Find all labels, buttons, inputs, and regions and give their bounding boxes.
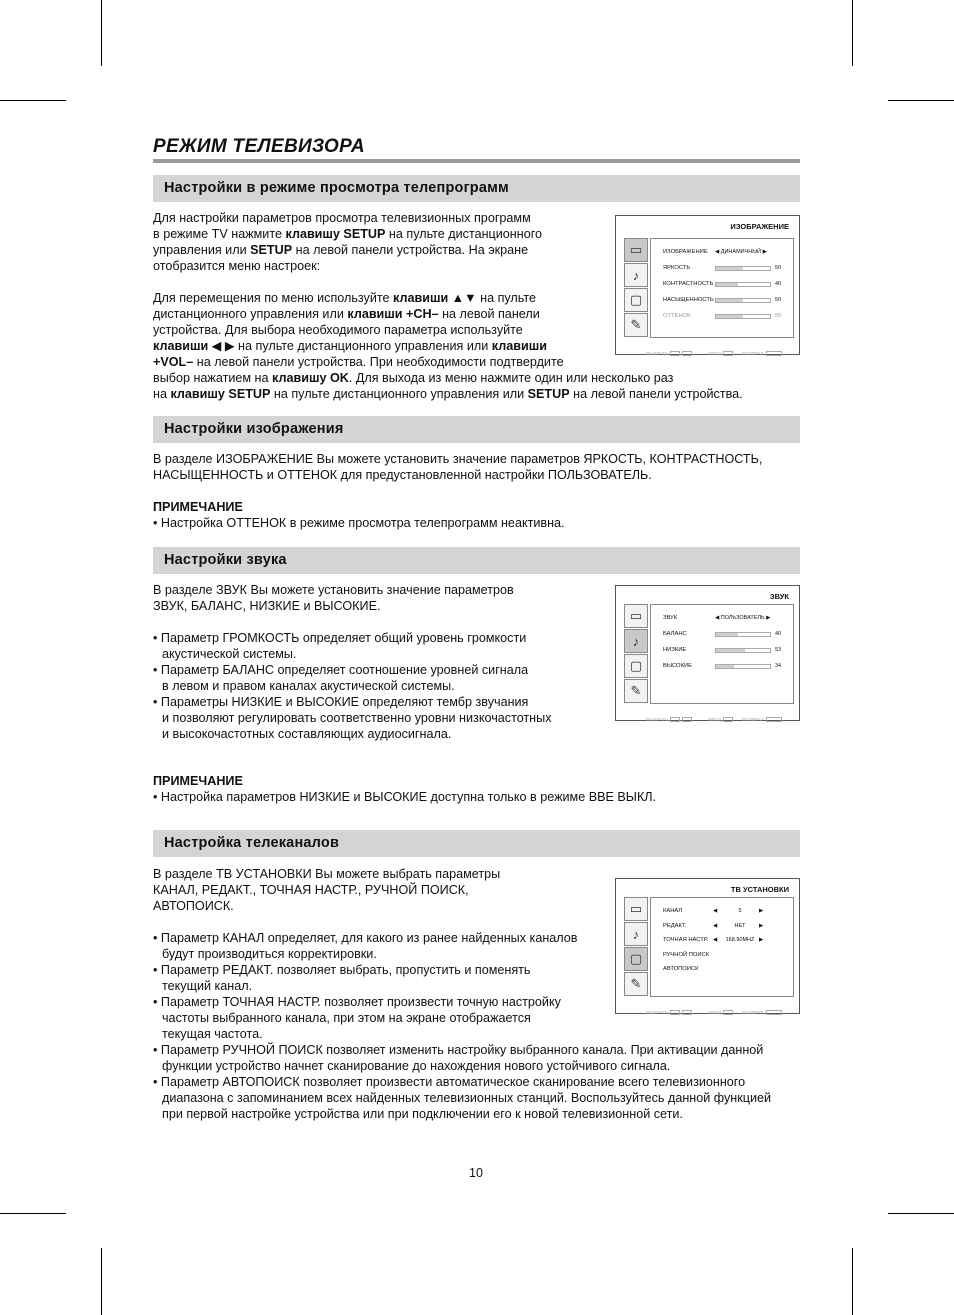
osd-item-label[interactable]: АВТОПОИСК: [663, 966, 699, 972]
text-line: • Параметр ТОЧНАЯ НАСТР. позволяет произвести точную настройку: [153, 995, 561, 1009]
text-line: отобразится меню настроек:: [153, 259, 321, 273]
osd-item-label[interactable]: НАСЫЩЕННОСТЬ: [663, 297, 714, 303]
crop-mark: [888, 1213, 954, 1214]
text-line: • Параметр БАЛАНС определяет соотношение уровней сигнала: [153, 663, 529, 677]
text-line: текущая частота.: [162, 1027, 263, 1041]
picture-note: [153, 499, 565, 531]
text-line: [153, 614, 552, 630]
sound-text: [153, 582, 552, 742]
page-title: РЕЖИМ ТЕЛЕВИЗОРА: [153, 136, 365, 157]
osd-slider[interactable]: [715, 648, 771, 653]
crop-mark: [0, 1213, 66, 1214]
crop-mark: [852, 1248, 853, 1315]
sound-tab-icon: ♪: [624, 922, 648, 946]
text-line: будут производиться корректировки.: [162, 947, 377, 961]
osd-value: 40: [775, 281, 782, 287]
osd-item-label[interactable]: РУЧНОЙ ПОИСК: [663, 951, 710, 958]
text-line: • Параметр АВТОПОИСК позволяет произвести автоматическое сканирование всего телевизионного: [153, 1075, 746, 1089]
text-line: В разделе ИЗОБРАЖЕНИЕ Вы можете установить значение параметров ЯРКОСТЬ, КОНТРАСТНОСТЬ,: [153, 452, 763, 466]
osd-item-label[interactable]: ЯРКОСТЬ: [663, 265, 691, 271]
osd-value: 50: [775, 313, 782, 319]
osd-selector[interactable]: ◀ ПОЛЬЗОВАТЕЛЬ ▶: [715, 615, 771, 621]
osd-value: 168.90MHZ: [725, 937, 755, 943]
osd-item-label[interactable]: РЕДАКТ.: [663, 922, 687, 929]
text-line: • Параметр ГРОМКОСТЬ определяет общий уровень громкости: [153, 631, 527, 645]
osd-item-label[interactable]: ВЫСОКИЕ: [663, 663, 692, 669]
arrow-right-icon[interactable]: ▶: [759, 937, 764, 943]
text-line: +VOL– на левой панели устройства. При необходимости подтвердите: [153, 355, 564, 369]
note-heading: ПРИМЕЧАНИЕ: [153, 774, 243, 788]
section-heading-sound: Настройки звука: [153, 547, 800, 574]
crop-mark: [101, 1248, 102, 1315]
arrow-left-icon[interactable]: ◀: [713, 908, 718, 914]
osd-value: НЕТ: [734, 922, 746, 929]
osd-sound-menu: ЗВУК ▭ ♪ ▢ ✎ ЗВУК ◀ ПОЛЬЗОВАТЕЛЬ ▶ БАЛАНС 40 НИЗКИЕ 53 ВЫСОКИЕ 34 ВЫБРАТЬ ВВОД ВОЗВРАТ: [615, 585, 800, 721]
note-text: • Настройка параметров НИЗКИЕ и ВЫСОКИЕ доступна только в режиме BBE ВЫКЛ.: [153, 790, 657, 804]
osd-value: 34: [775, 663, 782, 669]
text-line: и позволяют регулировать соответственно уровни низкочастотных: [162, 711, 552, 725]
osd-value: 53: [775, 647, 782, 653]
text-line: Для настройки параметров просмотра телевизионных программ: [153, 211, 531, 225]
osd-slider[interactable]: [715, 314, 771, 319]
osd-panel: [650, 238, 794, 338]
text-line: ЗВУК, БАЛАНС, НИЗКИЕ и ВЫСОКИЕ.: [153, 599, 381, 613]
osd-tv-menu: ТВ УСТАНОВКИ ▭ ♪ ▢ ✎ КАНАЛ ◀ 5 ▶ РЕДАКТ. ◀ НЕТ ▶ ТОЧНАЯ НАСТР. ◀ 168.90MHZ ▶ РУЧНОЙ ПОИСК АВТОПОИСК ВЫБРАТЬ ВВОД ВОЗВРАТ: [615, 878, 800, 1014]
title-rule: [153, 159, 800, 163]
osd-item-label[interactable]: БАЛАНС: [663, 631, 687, 637]
tv-tab-icon: ▢: [624, 947, 648, 971]
sound-tab-icon: ♪: [624, 263, 648, 287]
text-line: и высокочастотных составляющих аудиосигнала.: [162, 727, 452, 741]
text-line: в режиме TV нажмите клавишу SETUP на пульте дистанционного: [153, 227, 543, 241]
text-line: АВТОПОИСК.: [153, 899, 234, 913]
sound-tab-icon: ♪: [624, 629, 648, 653]
settings-tab-icon: ✎: [624, 313, 648, 337]
note-text: • Настройка ОТТЕНОК в режиме просмотра телепрограмм неактивна.: [153, 516, 565, 530]
osd-item-label[interactable]: НИЗКИЕ: [663, 647, 687, 653]
note-heading: ПРИМЕЧАНИЕ: [153, 500, 243, 514]
text-line: дистанционного управления или клавиши +CH– на левой панели: [153, 307, 540, 321]
section-heading-channels: Настройка телеканалов: [153, 830, 800, 857]
text-line: • Параметры НИЗКИЕ и ВЫСОКИЕ определяют тембр звучания: [153, 695, 529, 709]
section-heading-picture: Настройки изображения: [153, 416, 800, 443]
text-line: акустической системы.: [162, 647, 297, 661]
osd-value: 40: [775, 631, 782, 637]
text-line: выбор нажатием на клавишу OK. Для выхода из меню нажмите один или несколько раз: [153, 371, 674, 385]
text-line: управления или SETUP на левой панели устройства. На экране: [153, 243, 529, 257]
osd-panel: [650, 897, 794, 997]
osd-value: 5: [738, 908, 742, 914]
osd-item-label[interactable]: ОТТЕНОК: [663, 313, 691, 319]
osd-title: ИЗОБРАЖЕНИЕ: [730, 222, 789, 231]
picture-tab-icon: ▭: [624, 604, 648, 628]
osd-panel: [650, 604, 794, 704]
text-line: В разделе ТВ УСТАНОВКИ Вы можете выбрать параметры: [153, 867, 501, 881]
osd-value: 50: [775, 265, 782, 271]
tv-tab-icon: ▢: [624, 288, 648, 312]
page-number: 10: [469, 1166, 483, 1180]
text-line: клавиши ◀ ▶ на пульте дистанционного управления или клавиши: [153, 339, 547, 353]
picture-text: [153, 451, 762, 483]
text-line: функции устройство начнет сканирование до нахождения нового устойчивого сигнала.: [162, 1059, 671, 1073]
osd-item-label[interactable]: ТОЧНАЯ НАСТР.: [663, 937, 709, 943]
osd-slider[interactable]: [715, 298, 771, 303]
text-line: Для перемещения по меню используйте клавиши ▲▼ на пульте: [153, 291, 536, 305]
crop-mark: [852, 0, 853, 66]
text-line: диапазона с запоминанием всех найденных телевизионных станций. Воспользуйтесь данной функцией: [162, 1091, 772, 1105]
osd-slider[interactable]: [715, 664, 771, 669]
arrow-right-icon[interactable]: ▶: [759, 908, 764, 914]
text-line: • Параметр КАНАЛ определяет, для какого из ранее найденных каналов: [153, 931, 578, 945]
osd-slider[interactable]: [715, 266, 771, 271]
crop-mark: [0, 100, 66, 101]
crop-mark: [101, 0, 102, 66]
text-line: В разделе ЗВУК Вы можете установить значение параметров: [153, 583, 514, 597]
picture-tab-icon: ▭: [624, 238, 648, 262]
text-line: • Параметр РУЧНОЙ ПОИСК позволяет изменить настройку выбранного канала. При активации данной: [153, 1043, 764, 1057]
section-heading-viewing: Настройки в режиме просмотра телепрограмм: [153, 175, 800, 202]
arrow-left-icon[interactable]: ◀: [713, 937, 718, 943]
osd-title: ТВ УСТАНОВКИ: [730, 885, 789, 894]
picture-tab-icon: ▭: [624, 897, 648, 921]
text-line: КАНАЛ, РЕДАКТ., ТОЧНАЯ НАСТР., РУЧНОЙ ПОИСК,: [153, 883, 469, 897]
sound-note: [153, 773, 656, 805]
text-line: на клавишу SETUP на пульте дистанционного управления или SETUP на левой панели устройства.: [153, 387, 743, 401]
text-line: при первой настройке устройства или при подключении его к новой телевизионной сети.: [162, 1107, 683, 1121]
osd-picture-menu: ИЗОБРАЖЕНИЕ ▭ ♪ ▢ ✎ ИЗОБРАЖЕНИЕ ◀ ДИНАМИЧНЫЙ ▶ ЯРКОСТЬ 50 КОНТРАСТНОСТЬ 40 НАСЫЩЕННОСТЬ 50 ОТТЕНОК 50 ВЫБРАТЬ ВВОД ВОЗВРАТ: [615, 215, 800, 355]
arrow-left-icon[interactable]: ◀: [713, 922, 718, 929]
settings-tab-icon: ✎: [624, 679, 648, 703]
osd-slider[interactable]: [715, 282, 771, 287]
osd-selector[interactable]: ◀ ДИНАМИЧНЫЙ ▶: [715, 249, 767, 255]
crop-mark: [888, 100, 954, 101]
osd-item-label[interactable]: КАНАЛ: [663, 908, 683, 914]
osd-item-label[interactable]: ИЗОБРАЖЕНИЕ: [663, 249, 708, 255]
arrow-right-icon[interactable]: ▶: [759, 922, 764, 929]
osd-item-label[interactable]: КОНТРАСТНОСТЬ: [663, 281, 714, 287]
text-line: текущий канал.: [162, 979, 253, 993]
osd-value: 50: [775, 297, 782, 303]
osd-item-label[interactable]: ЗВУК: [663, 615, 678, 621]
text-line: • Параметр РЕДАКТ. позволяет выбрать, пропустить и поменять: [153, 963, 531, 977]
osd-slider[interactable]: [715, 632, 771, 637]
text-line: НАСЫЩЕННОСТЬ и ОТТЕНОК для предустановленной настройки ПОЛЬЗОВАТЕЛЬ.: [153, 468, 652, 482]
settings-tab-icon: ✎: [624, 972, 648, 996]
text-line: частоты выбранного канала, при этом на экране отображается: [162, 1011, 531, 1025]
tv-tab-icon: ▢: [624, 654, 648, 678]
text-line: устройства. Для выбора необходимого параметра используйте: [153, 323, 523, 337]
text-line: в левом и правом каналах акустической системы.: [162, 679, 455, 693]
osd-title: ЗВУК: [769, 592, 789, 601]
